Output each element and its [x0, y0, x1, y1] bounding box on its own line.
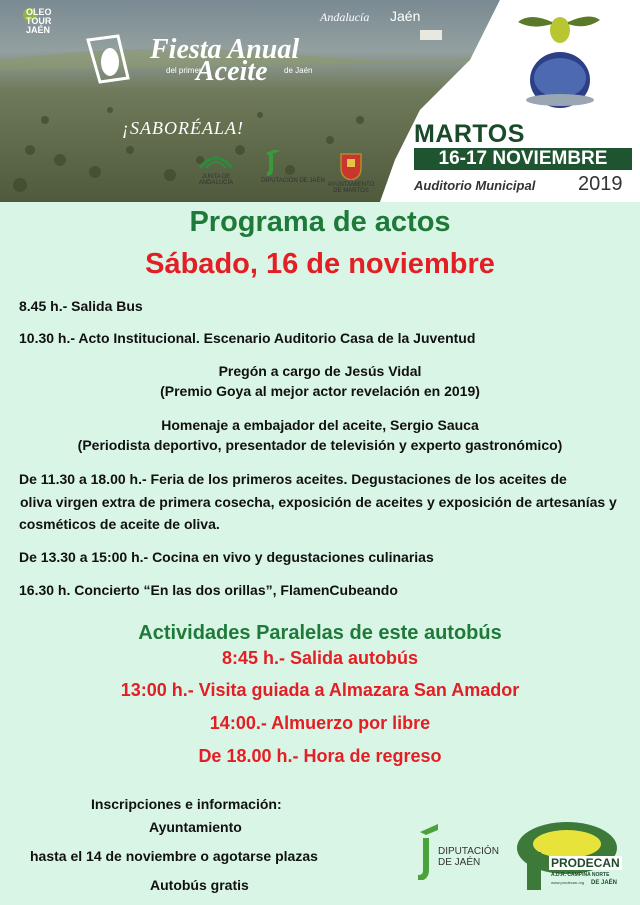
prodecan-logo	[515, 822, 621, 897]
diputacion-icon	[265, 150, 321, 176]
prodecan-jaen: DE JAÉN	[591, 880, 618, 886]
program-content	[0, 202, 640, 905]
logo-caption: DIPUTACIÓN DE JAÉN	[261, 178, 325, 184]
program-item: (Periodista deportivo, presentador de televisión y experto gastronómico)	[77, 437, 563, 453]
diputacion-text: DE JAÉN	[438, 857, 481, 868]
event-dates: 16-17 NOVIEMBRE	[414, 148, 632, 170]
program-item: 16.30 h. Concierto “En las dos orillas”, FlamenCubeando	[19, 582, 398, 598]
registration-line: Autobús gratis	[150, 877, 249, 893]
coat-of-arms-icon	[339, 150, 363, 180]
fiesta-small-text: de Jaén	[284, 66, 313, 75]
program-item: De 11.30 a 18.00 h.- Feria de los primeros aceites. Degustaciones de los aceites de	[19, 471, 567, 487]
activities-title: Actividades Paralelas de este autobús	[138, 622, 502, 644]
activity-item: 14:00.- Almuerzo por libre	[209, 713, 431, 733]
program-item: oliva virgen extra de primera cosecha, exposición de aceites y exposición de artesanías y	[20, 494, 617, 510]
fiesta-small-text: del primer	[166, 66, 202, 75]
registration-line: hasta el 14 de noviembre o agotarse plazas	[30, 848, 318, 864]
program-item: 8.45 h.- Salida Bus	[19, 298, 143, 314]
activity-item: 13:00 h.- Visita guiada a Almazara San Amador	[120, 680, 520, 700]
fiesta-title: Fiesta Anual	[150, 34, 300, 65]
prodecan-web: www.prodecan.org	[551, 880, 585, 885]
junta-andalucia-logo	[186, 150, 246, 186]
oleotour-logo	[8, 8, 52, 35]
prodecan-sub: A.D.R. CAMPIÑA NORTE	[551, 872, 610, 878]
program-item: Homenaje a embajador del aceite, Sergio Sauca	[161, 417, 479, 433]
event-city: MARTOS	[414, 120, 525, 148]
registration-line: Ayuntamiento	[149, 819, 242, 835]
program-item: Pregón a cargo de Jesús Vidal	[218, 363, 422, 379]
slogan: ¡SABORÉALA!	[122, 118, 244, 138]
diputacion-jaen-logo	[258, 150, 328, 184]
program-item: 10.30 h.- Acto Institucional. Escenario Auditorio Casa de la Juventud	[19, 330, 476, 346]
program-item: De 13.30 a 15:00 h.- Cocina en vivo y degustaciones culinarias	[19, 549, 434, 565]
program-title: Programa de actos	[189, 206, 451, 238]
event-year: 2019	[578, 173, 623, 195]
fiesta-title-aceite: Aceite	[196, 56, 268, 87]
logo-caption: JUNTA DE ANDALUCIA	[198, 174, 234, 186]
jaen-paraiso-logo: Jaén	[390, 8, 421, 24]
junta-andalucia-icon	[196, 150, 236, 172]
logo-caption: AYUNTAMIENTO DE MARTOS	[327, 182, 375, 194]
oleotour-line: JAÉN	[26, 25, 51, 35]
registration-heading: Inscripciones e información:	[91, 796, 282, 812]
activity-item: De 18.00 h.- Hora de regreso	[198, 746, 442, 766]
program-day: Sábado, 16 de noviembre	[145, 248, 495, 280]
prodecan-name: PRODECAN	[551, 856, 620, 870]
program-item: (Premio Goya al mejor actor revelación en 2019)	[160, 383, 480, 399]
oleotour-line: OLEO	[26, 7, 52, 17]
oleotour-line: TOUR	[26, 16, 52, 26]
andalucia-logo: Andalucía	[320, 10, 370, 24]
program-item: cosméticos de aceite de oliva.	[19, 516, 220, 532]
activity-item: 8:45 h.- Salida autobús	[221, 648, 419, 668]
event-header	[0, 0, 640, 202]
diputacion-text: DIPUTACIÓN	[438, 846, 499, 857]
diputacion-j-icon	[418, 822, 440, 880]
event-venue: Auditorio Municipal	[414, 178, 536, 193]
ayuntamiento-martos-logo	[326, 150, 376, 194]
